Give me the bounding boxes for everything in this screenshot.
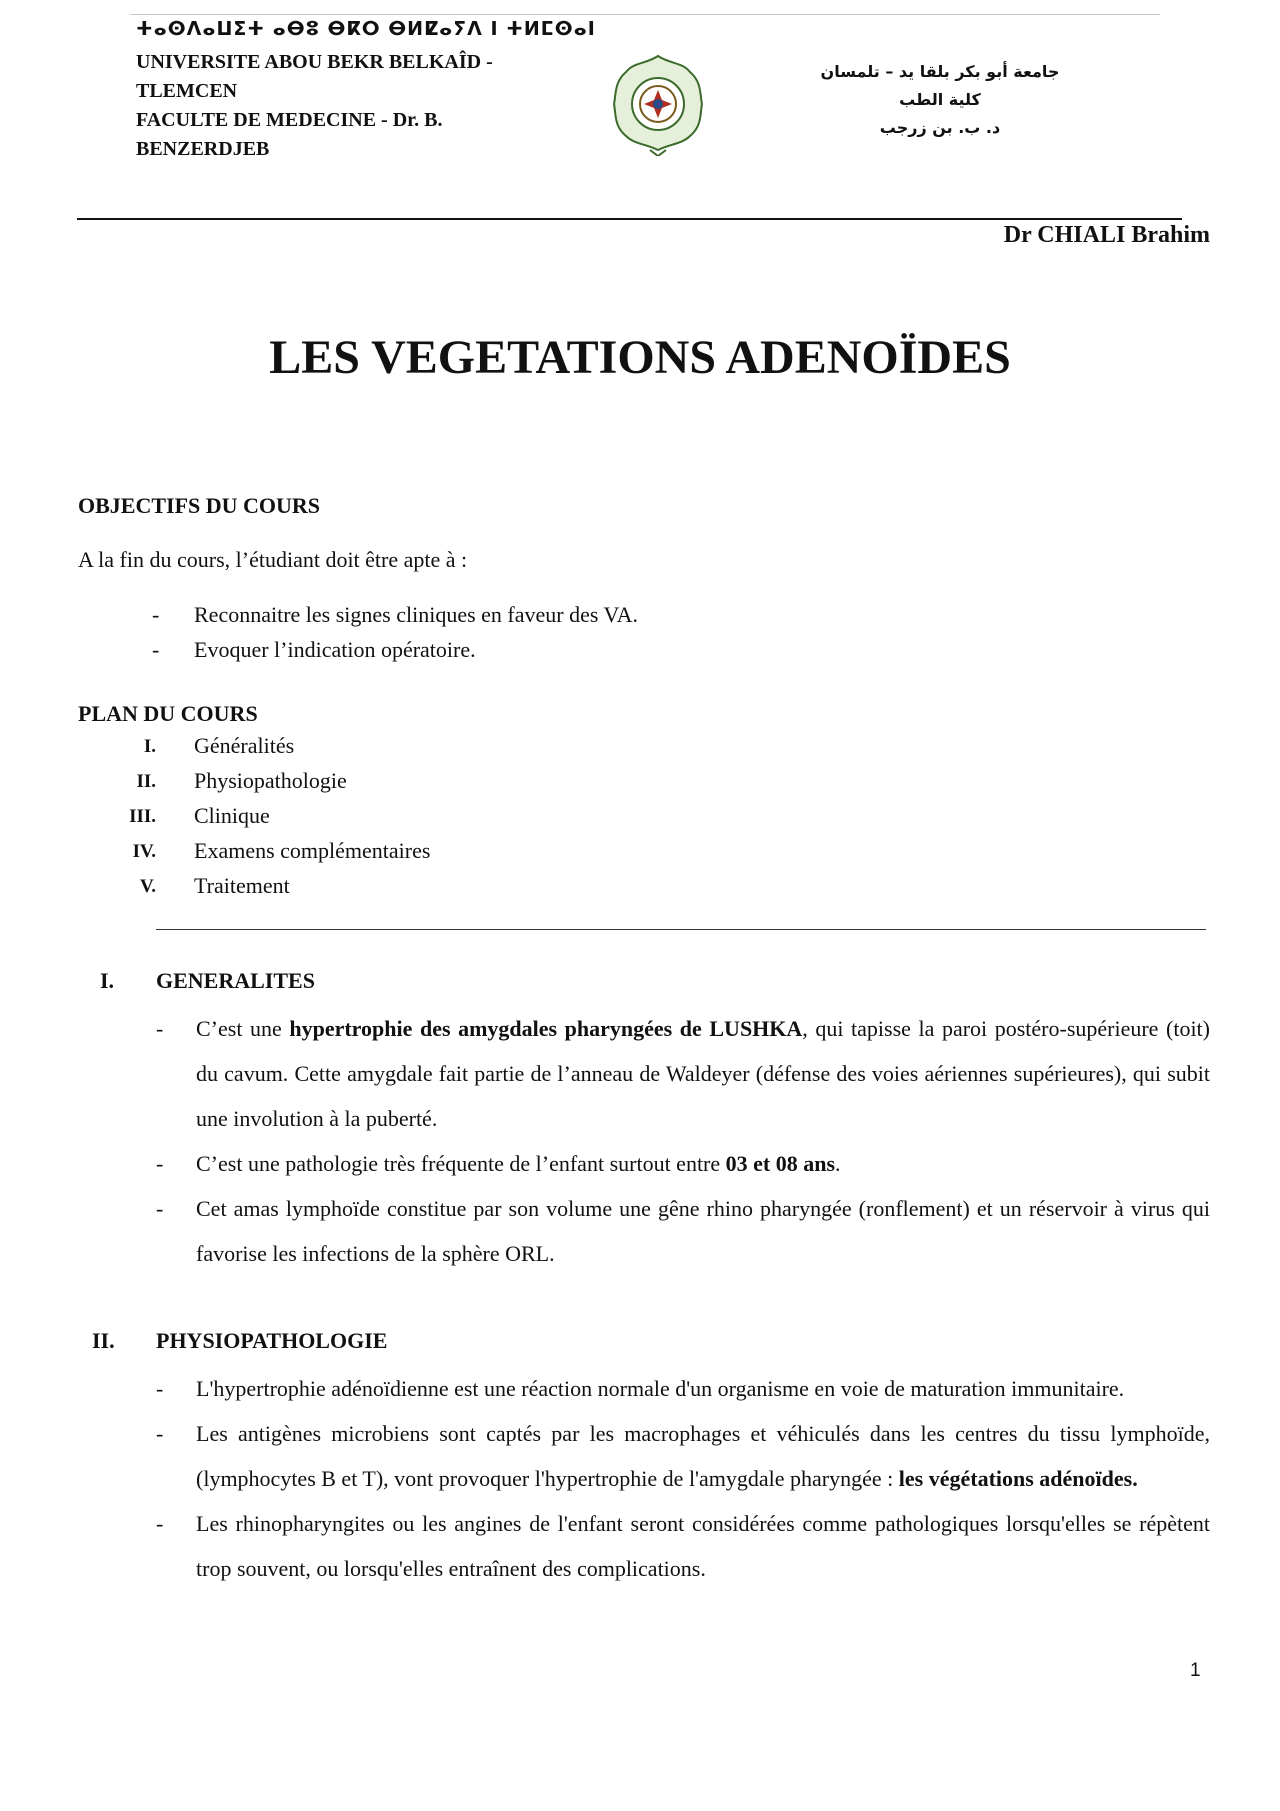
list-item: V. Traitement — [139, 873, 290, 898]
top-rule — [130, 14, 1160, 15]
faculty-line-1: FACULTE DE MEDECINE - Dr. B. — [136, 109, 443, 131]
objectives-intro: A la fin du cours, l’étudiant doit être apte à : — [78, 547, 468, 572]
header-rule — [77, 218, 1182, 220]
header-arabic — [820, 58, 1060, 142]
section-divider — [156, 929, 1206, 930]
list-item: II. Physiopathologie — [136, 768, 347, 793]
section-1-title: GENERALITES — [156, 968, 315, 993]
document-title: LES VEGETATIONS ADENOÏDES — [269, 331, 1011, 384]
arabic-line-2: كلية الطب — [899, 90, 981, 109]
university-line-2: TLEMCEN — [136, 80, 238, 102]
university-emblem-icon — [610, 52, 706, 156]
list-item: - C’est une pathologie très fréquente de l’enfant surtout entre 03 et 08 ans. — [156, 1151, 841, 1176]
list-item: - Reconnaitre les signes cliniques en faveur des VA. — [152, 602, 638, 627]
list-item: - Les rhinopharyngites ou les angines de l'enfant seront considérées comme pathologiques lorsqu'elles se répètent trop souvent, ou lorsqu'elles entraînent des complications. — [156, 1511, 1210, 1581]
section-1-bullets — [156, 1006, 1210, 1276]
list-item: - L'hypertrophie adénoïdienne est une réaction normale d'un organisme en voie de maturation immunitaire. — [156, 1376, 1125, 1401]
section-2-number: II. — [92, 1328, 115, 1353]
bullet-dash: - — [152, 602, 160, 627]
bullet-dash: - — [152, 637, 160, 662]
header-french — [136, 48, 576, 164]
section-2-title: PHYSIOPATHOLOGIE — [156, 1328, 388, 1353]
header-tifinagh: ⵜⴰⵙⴷⴰⵡⵉⵜ ⴰⴱⵓ ⴱⴽⵔ ⴱⵍⵇⴰⵢⴷ ⵏ ⵜⵍⵎⵙⴰⵏ — [136, 18, 596, 40]
faculty-line-2: BENZERDJEB — [136, 138, 270, 160]
page-number: 1 — [1190, 1660, 1201, 1681]
list-item: IV. Examens complémentaires — [132, 838, 431, 863]
section-2-bullets — [156, 1366, 1210, 1591]
list-item: - Cet amas lymphoïde constitue par son volume une gêne rhino pharyngée (ronflement) et un réservoir à virus qui favorise les infections de la sphère ORL. — [156, 1196, 1210, 1266]
list-item: I. Généralités — [143, 733, 295, 758]
plan-heading: PLAN DU COURS — [78, 701, 258, 726]
list-item: III. Clinique — [129, 803, 270, 828]
list-item: - Evoquer l’indication opératoire. — [152, 637, 476, 662]
arabic-line-3: د. ب. بن زرجب — [879, 118, 1001, 137]
university-line-1: UNIVERSITE ABOU BEKR BELKAÎD - — [136, 51, 493, 73]
arabic-line-1: جامعة أبو بكر بلقا يد – تلمسان — [820, 62, 1060, 81]
author: Dr CHIALI Brahim — [1003, 222, 1210, 248]
plan-list — [100, 733, 700, 908]
list-item: - Les antigènes microbiens sont captés par les macrophages et véhiculés dans les centres du tissu lymphoïde, (lymphocytes B et T), vont provoquer l'hypertrophie de l'amygdale pharyngée : les végétations adénoïdes. — [156, 1421, 1210, 1491]
section-1-number: I. — [100, 968, 115, 993]
list-item: - C’est une hypertrophie des amygdales pharyngées de LUSHKA, qui tapisse la paroi postéro-supérieure (toit) du cavum. Cette amygdale fait partie de l’anneau de Waldeyer (défense des voies aériennes supérieures), qui subit une involution à la puberté. — [156, 1016, 1210, 1131]
objectives-list — [152, 602, 1052, 672]
objectives-heading: OBJECTIFS DU COURS — [78, 493, 321, 518]
